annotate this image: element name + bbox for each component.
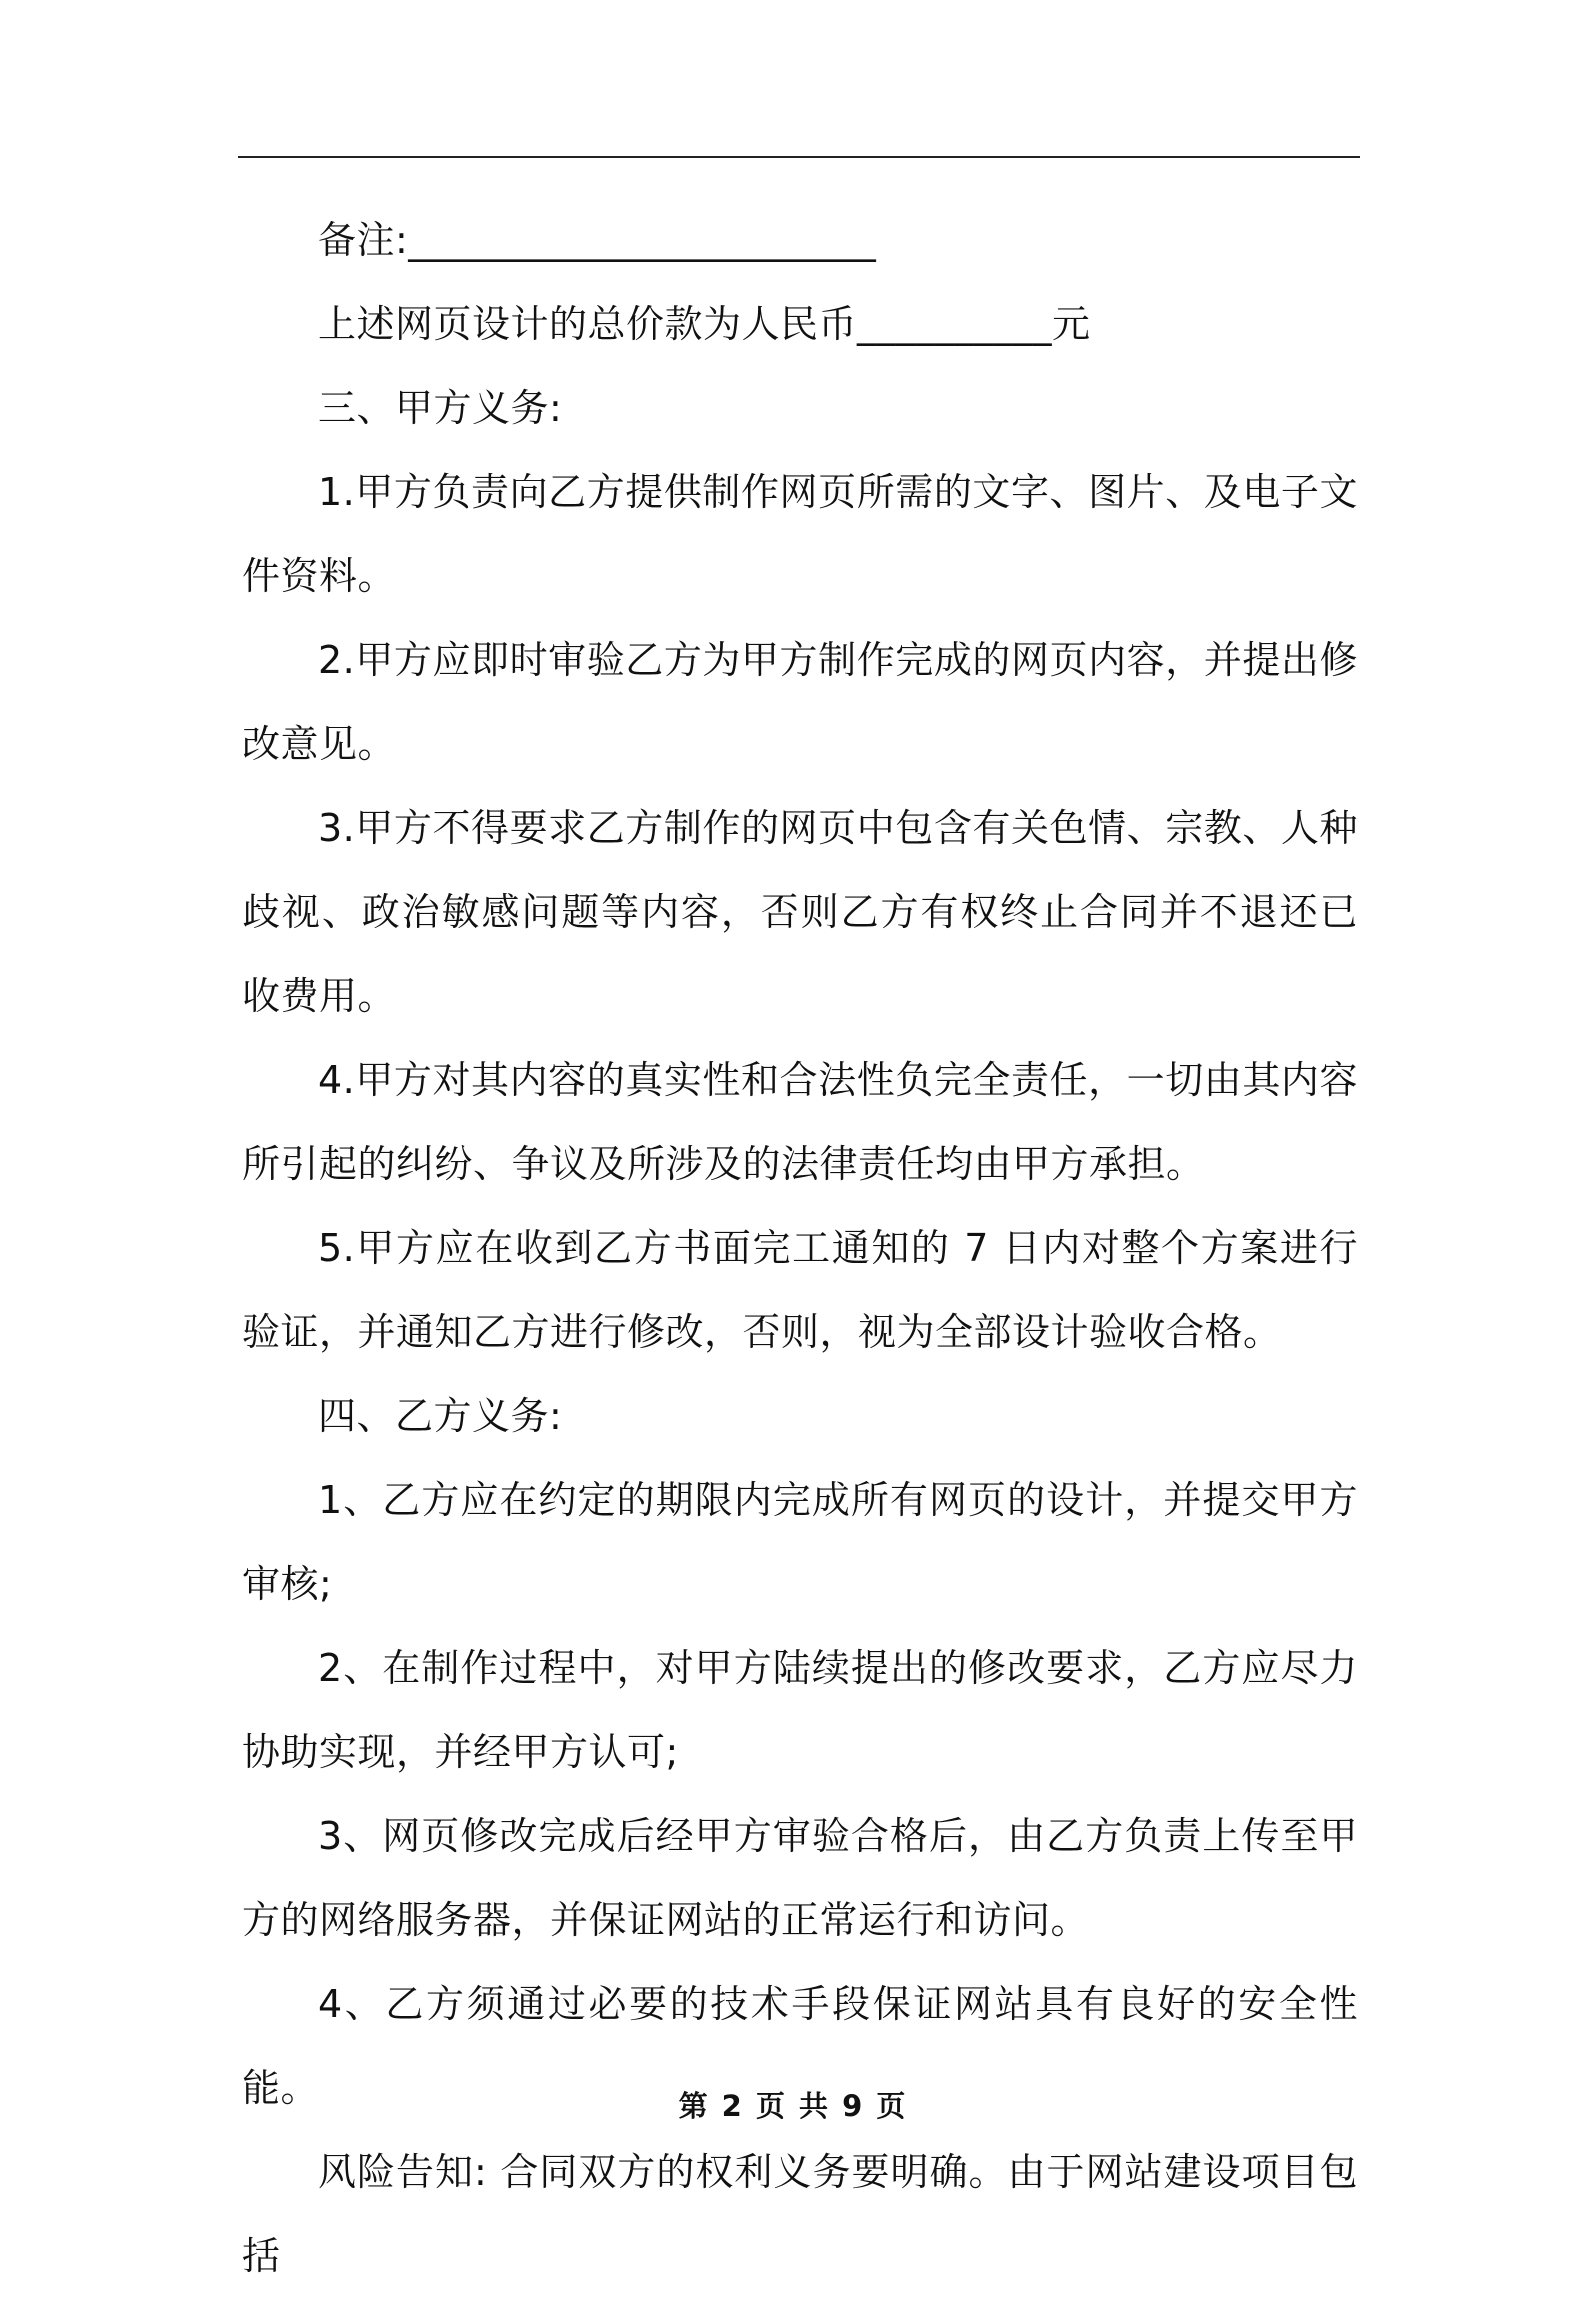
paragraph-party-b-1: 1、乙方应在约定的期限内完成所有网页的设计，并提交甲方审核;	[242, 1478, 1358, 1606]
header-rule	[238, 156, 1360, 158]
paragraph-party-a-5: 5.甲方应在收到乙方书面完工通知的 7 日内对整个方案进行验证，并通知乙方进行修改，否则，视为全部设计验收合格。	[242, 1226, 1358, 1354]
paragraph-total-price: 上述网页设计的总价款为人民币__________元	[318, 302, 1091, 346]
paragraph-risk-notice: 风险告知: 合同双方的权利义务要明确。由于网站建设项目包括	[242, 2150, 1358, 2278]
paragraph-party-a-1: 1.甲方负责向乙方提供制作网页所需的文字、图片、及电子文件资料。	[242, 470, 1358, 598]
paragraph-party-b-2: 2、在制作过程中，对甲方陆续提出的修改要求，乙方应尽力协助实现，并经甲方认可;	[242, 1646, 1358, 1774]
paragraph-party-b-4: 4、乙方须通过必要的技术手段保证网站具有良好的安全性能。	[242, 1982, 1358, 2110]
document-body	[242, 198, 1358, 2298]
paragraph-party-b-3: 3、网页修改完成后经甲方审验合格后，由乙方负责上传至甲方的网络服务器，并保证网站的正常运行和访问。	[242, 1814, 1358, 1942]
paragraph-party-a-2: 2.甲方应即时审验乙方为甲方制作完成的网页内容，并提出修改意见。	[242, 638, 1358, 766]
page-number-footer: 第 2 页 共 9 页	[678, 2089, 908, 2123]
paragraph-party-a-3: 3.甲方不得要求乙方制作的网页中包含有关色情、宗教、人种歧视、政治敏感问题等内容，否则乙方有权终止合同并不退还已收费用。	[242, 806, 1358, 1018]
heading-party-b-obligations: 四、乙方义务:	[318, 1394, 563, 1438]
paragraph-remarks: 备注:________________________	[318, 218, 877, 262]
paragraph-party-a-4: 4.甲方对其内容的真实性和合法性负完全责任，一切由其内容所引起的纠纷、争议及所涉及的法律责任均由甲方承担。	[242, 1058, 1358, 1186]
heading-party-a-obligations: 三、甲方义务:	[318, 386, 563, 430]
